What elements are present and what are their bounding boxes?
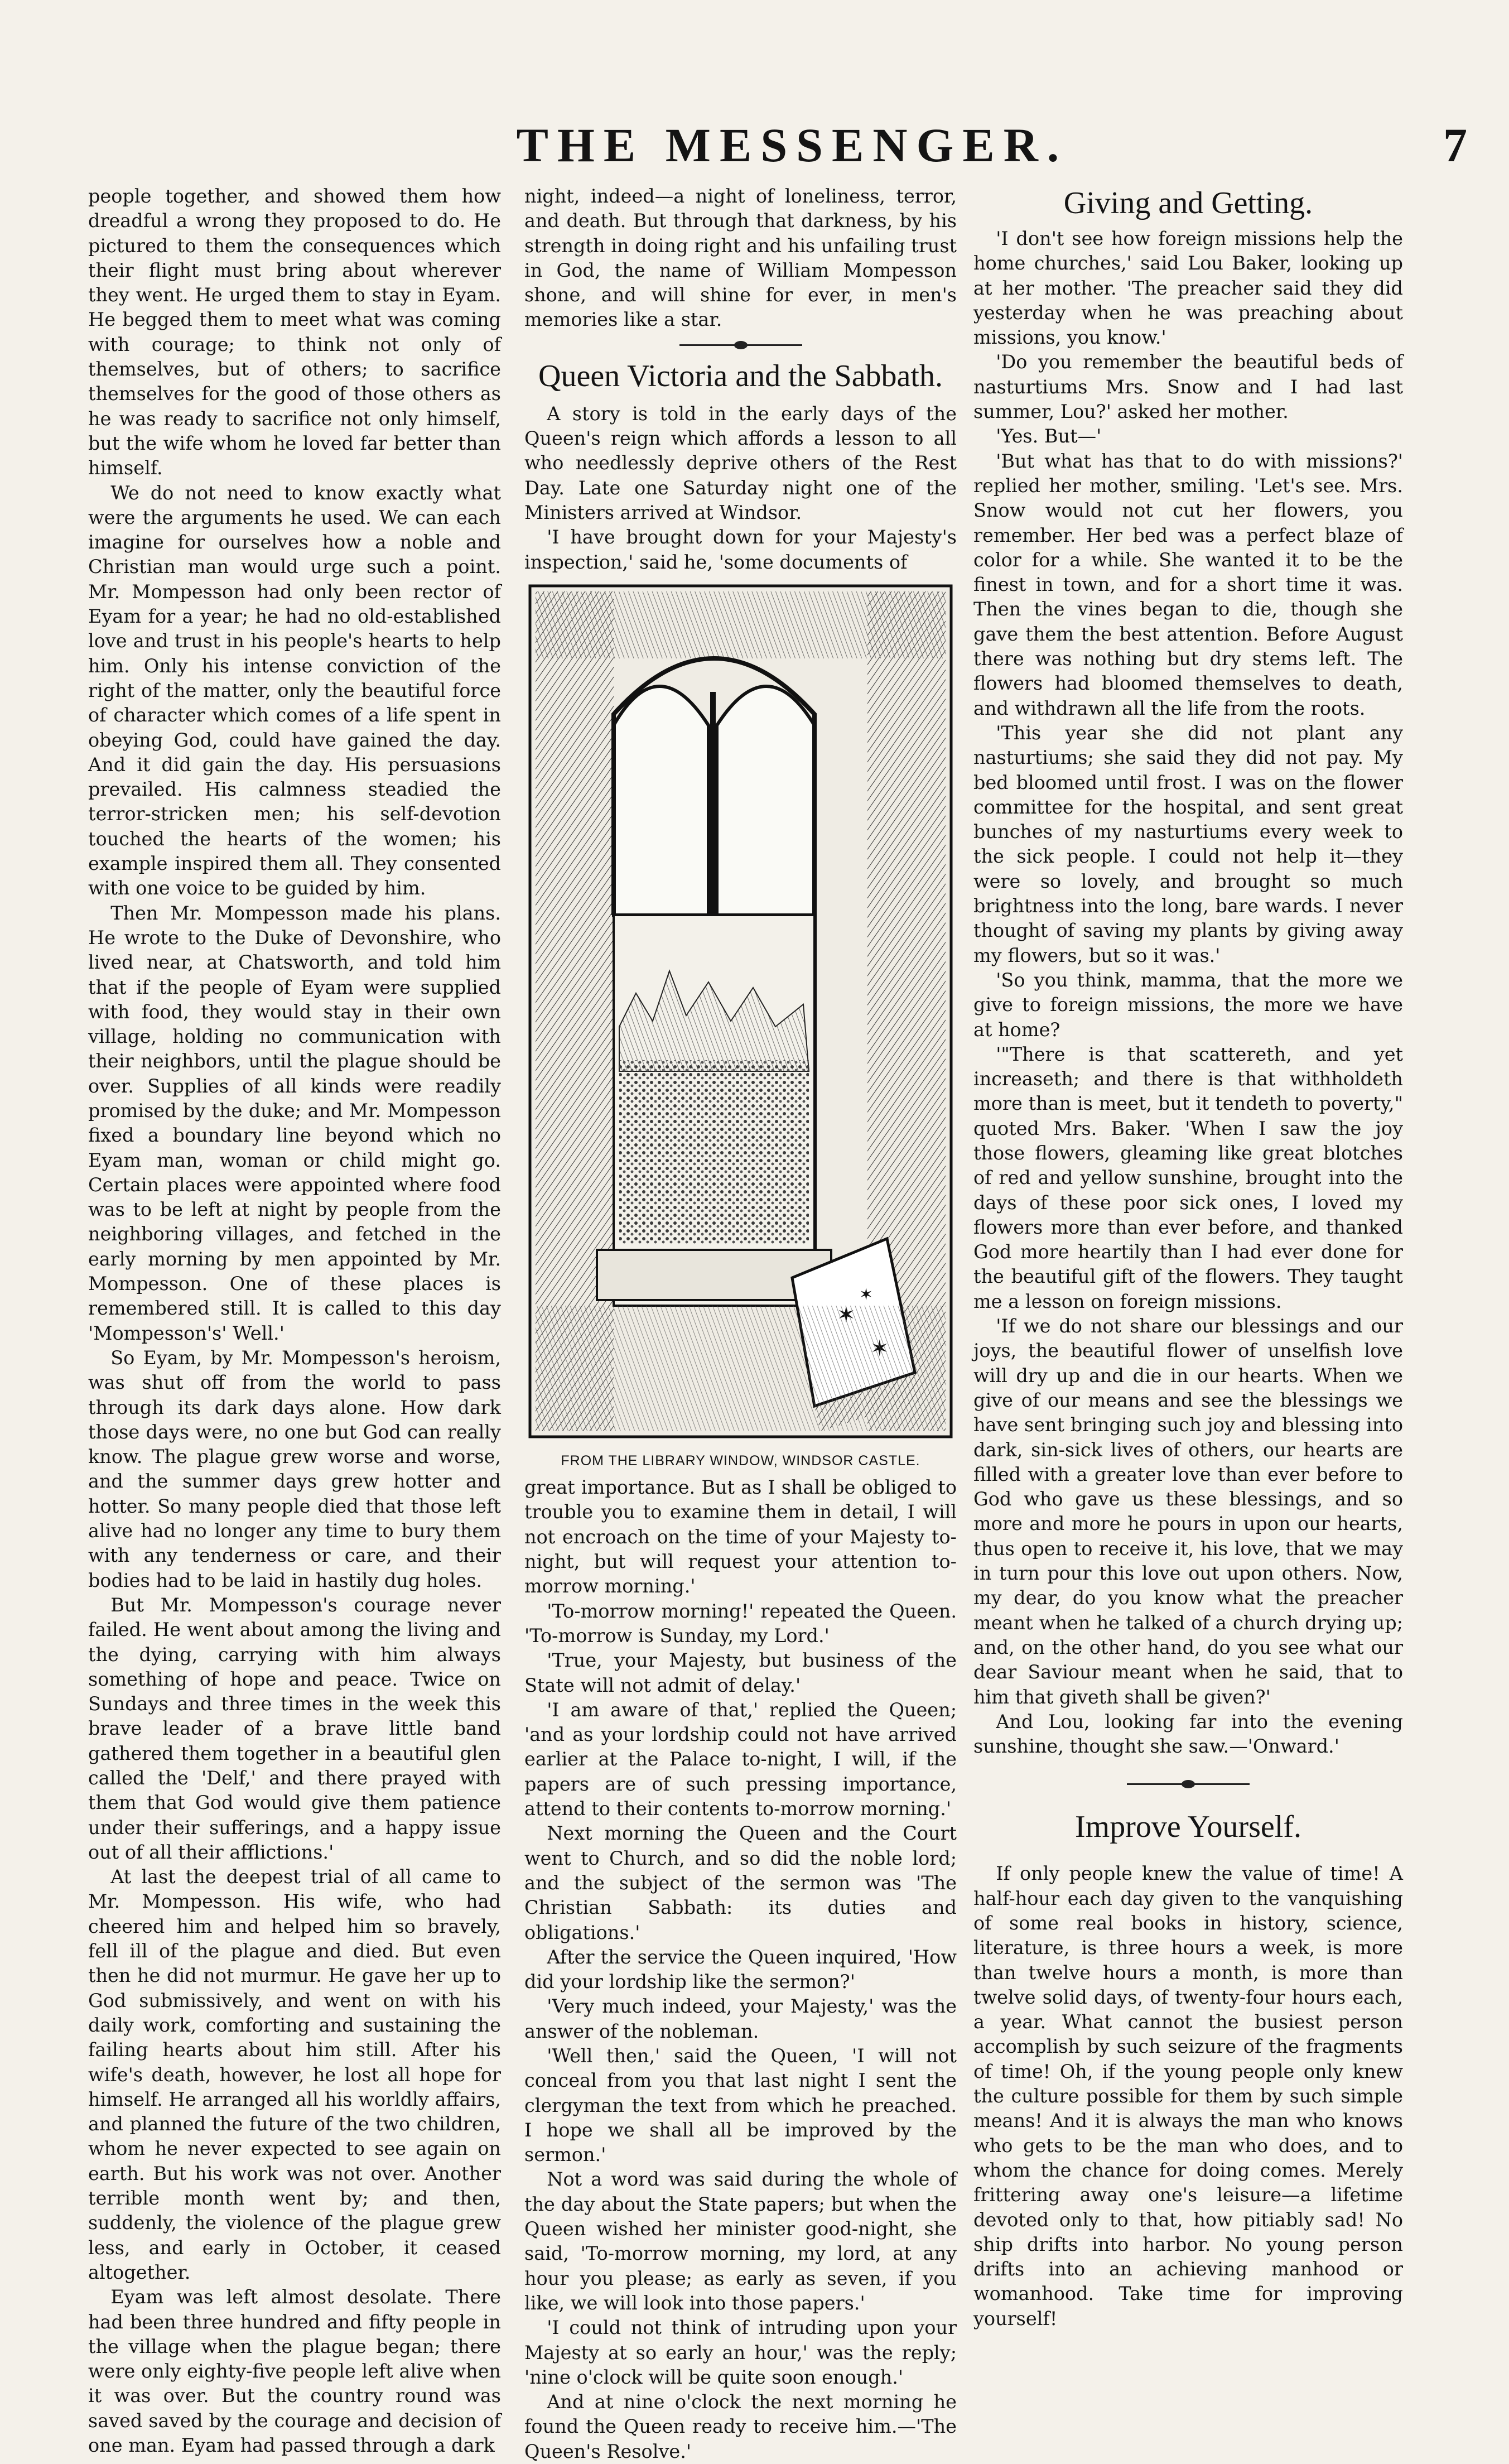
article-paragraph: But Mr. Mompesson's courage never failed. He went about among the living and the dying, carrying with him always something of hope and peace. Twice on Sundays and three times in the week this brave leader of a brave little band gathered them together in a beautiful glen called the 'Delf,' and there prayed with them that God would give them patience under their sufferings, and a happy issue out of all their afflictions.' [88,1594,501,1863]
illustration-caption: FROM THE LIBRARY WINDOW, WINDSOR CASTLE. [561,1453,920,1469]
article-paragraph: Eyam was left almost desolate. There had been three hundred and fifty people in the village when the plague began; there were only eighty-five people left alive when it was over. But the country round was saved saved by the courage and decision of one man. Eyam had passed through a dark [88,2286,501,2457]
article-paragraph: And Lou, looking far into the evening sunshine, thought she saw.—'Onward.' [973,1710,1403,1758]
article-paragraph: 'True, your Majesty, but business of the State will not admit of delay.' [524,1649,957,1696]
publication-title: THE MESSENGER. [516,118,1068,172]
article-paragraph: people together, and showed them how dreadful a wrong they proposed to do. He pictured to them the consequences which their flight must bring about wherever they went. He urged them to stay in Eyam. He begged them to meet what was coming with courage; to think not only of themselves, but of others; to sacrifice themselves for the good of those others as he was ready to sacrifice not only himself, but the wife whom he loved far better than himself. [88,185,501,479]
article-paragraph: After the service the Queen inquired, 'How did your lordship like the sermon?' [524,1946,957,1993]
article-paragraph: great importance. But as I shall be obliged to trouble you to examine them in detail, I will not encroach on the time of your Majesty to-night, but will request your attention to-morrow morning.' [524,1476,957,1597]
article-heading-queen-victoria: Queen Victoria and the Sabbath. [538,358,943,393]
article-paragraph: If only people knew the value of time! A half-hour each day given to the vanquishing of some real books in history, science, literature, is three hours a week, is more than twelve hours a month, is more than twelve solid days, of twenty-four hours each, a year. What cannot the busiest person accomplish by such seizure of the fragments of time! Oh, if the young people only knew the culture possible for them by such simple means! And it is always the man who knows who gets to be the man who does, and to whom the chance for doing comes. Merely frittering away one's leisure—a lifetime devoted only to that, how pitiably sad! No ship drifts into harbor. No young person drifts into an achieving manhood or womanhood. Take time for improving yourself! [973,1863,1403,2330]
section-divider [524,333,957,358]
article-paragraph: 'I don't see how foreign missions help the home churches,' said Lou Baker, looking up at her mother. 'The preacher said they did yesterday when he was preaching about missions, you know.' [973,228,1403,349]
article-paragraph: So Eyam, by Mr. Mompesson's heroism, was shut off from the world to pass through its dark days alone. How dark those days were, no one but God can really know. The plague grew worse and worse, and the summer days grew hotter and hotter. So many people died that those left alive had no longer any time to bury them with any tenderness or care, and their bodies had to be laid in hastily dug holes. [88,1346,501,1591]
illustration-figure [524,580,957,1470]
article-paragraph: 'This year she did not plant any nasturtiums; she said they did not pay. My bed bloomed until frost. I was on the flower committee for the hospital, and sent great bunches of my nasturtiums every week to the sick people. I could not help it—they were so lovely, and brought so much brightness into the long, bare wards. I never thought of saving my plants by giving away my flowers, but so it was.' [973,721,1403,966]
library-window-illustration [524,580,957,1442]
article-paragraph: A story is told in the early days of the Queen's reign which affords a lesson to all who needlessly deprive others of the Rest Day. Late one Saturday night one of the Ministers arrived at Windsor. [524,402,957,523]
article-paragraph: 'But what has that to do with missions?' replied her mother, smiling. 'Let's see. Mrs. Snow would not cut her flowers, you remember. Her bed was a perfect blaze of color for a while. She wanted it to be the finest in town, and for a short time it was. Then the vines began to die, though she gave them the best attention. Before August there was nothing but dry stems left. The flowers had bloomed themselves to death, and withdrawn all the life from the roots. [973,450,1403,719]
article-paragraph: 'Yes. But—' [996,425,1102,447]
article-paragraph: We do not need to know exactly what were the arguments he used. We can each imagine for ourselves how a noble and Christian man would urge such a point. Mr. Mompesson had only been rector of Eyam for a year; he had no old-established love and trust in his people's hearts to help him. Only his intense conviction of the right of the matter, only the beautiful force of character which comes of a life spent in obeying God, could have gained the day. And it did gain the day. His persuasions prevailed. His calmness steadied the terror-stricken men; his self-devotion touched the hearts of the women; his example inspired them all. They consented with one voice to be guided by him. [88,482,501,899]
article-paragraph: 'I am aware of that,' replied the Queen; 'and as your lordship could not have arrived earlier at the Palace to-night, I will, if the papers are of such pressing importance, attend to their contents to-morrow morning.' [524,1698,957,1820]
article-paragraph: Not a word was said during the whole of the day about the State papers; but when the Queen wished her minister good-night, she said, 'To-morrow morning, my lord, at any hour you please; as early as seven, if you like, we will look into those papers.' [524,2168,957,2314]
article-paragraph: 'I have brought down for your Majesty's inspection,' said he, 'some documents of [524,526,957,573]
article-paragraph: 'To-morrow morning!' repeated the Queen. 'To-morrow is Sunday, my Lord.' [524,1600,957,1647]
article-paragraph: night, indeed—a night of loneliness, terror, and death. But through that darkness, by his strength in doing right and his unfailing trust in God, the name of William Mompesson shone, and will shine for ever, in men's memories like a star. [524,185,957,331]
article-paragraph: At last the deepest trial of all came to Mr. Mompesson. His wife, who had cheered him and helped him so bravely, fell ill of the plague and died. But even then he did not murmur. He gave her up to God submissively, and went on with his daily work, comforting and sustaining the failing hearts about him still. After his wife's death, however, he lost all hope for himself. He arranged all his worldly affairs, and planned the future of the two children, whom he never expected to see again on earth. But his work was not over. Another terrible month went by; and then, suddenly, the violence of the plague grew less, and early in October, it ceased altogether. [88,1866,501,2283]
article-paragraph: And at nine o'clock the next morning he found the Queen ready to receive him.—'The Queen's Resolve.' [524,2391,957,2462]
masthead [84,117,1478,184]
article-paragraph: '"There is that scattereth, and yet increaseth; and there is that withholdeth more than is meet, but it tendeth to poverty," quoted Mrs. Baker. 'When I saw the joy those flowers, gleaming like great blotches of red and yellow sunshine, brought into the days of these poor sick ones, I loved my flowers more than ever before, and thanked God more heartily than I had ever done for the beautiful gift of the flowers. They taught me a lesson on foreign missions. [973,1043,1403,1312]
article-paragraph: 'I could not think of intruding upon your Majesty at so early an hour,' was the reply; 'nine o'clock will be quite soon enough.' [524,2317,957,2388]
column-1 [88,184,501,2457]
section-divider [973,1759,1403,1809]
article-paragraph: 'Do you remember the beautiful beds of nasturtiums Mrs. Snow and I had last summer, Lou?' asked her mother. [973,351,1403,423]
article-heading-improve-yourself: Improve Yourself. [1075,1810,1301,1845]
article-paragraph: Then Mr. Mompesson made his plans. He wrote to the Duke of Devonshire, who lived near, at Chatsworth, and told him that if the people of Eyam were supplied with food, they would stay in their own village, holding no communication with their neighbors, until the plague should be over. Supplies of all kinds were readily promised by the duke; and Mr. Mompesson fixed a boundary line beyond which no Eyam man, woman or child might go. Certain places were appointed where food was to be left at night by people from the neighboring villages, and fetched in the early morning by men appointed by Mr. Mompesson. One of these places is remembered still. It is called to this day 'Mompesson's' Well.' [88,902,501,1344]
column-2 [524,184,957,2462]
article-paragraph: 'Well then,' said the Queen, 'I will not conceal from you that last night I sent the clergyman the text from which he preached. I hope we shall all be improved by the sermon.' [524,2044,957,2166]
article-paragraph: Next morning the Queen and the Court went to Church, and so did the noble lord; and the subject of the sermon was 'The Christian Sabbath: its duties and obligations.' [524,1822,957,1943]
svg-text:✶: ✶ [859,1284,874,1305]
article-heading-giving-and-getting: Giving and Getting. [1063,186,1313,220]
article-paragraph: 'Very much indeed, your Majesty,' was the answer of the nobleman. [524,1995,957,2042]
article-paragraph: 'So you think, mamma, that the more we give to foreign missions, the more we have at home? [973,969,1403,1041]
article-paragraph: 'If we do not share our blessings and our joys, the beautiful flower of unselfish love will dry up and die in our hearts. When we give of our means and see the blessings we have sent bringing such joy and blessing into dark, sin-sick lives of others, our hearts are filled with a greater love than ever before to God who gave us these blessings, and so more and more he pours in upon our hearts, thus open to receive it, his love, that we may in turn pour this love out upon others. Now, my dear, do you know what the preacher meant when he talked of a church drying up; and, on the other hand, do you see what our dear Saviour meant when he said, that to him that giveth shall be given?' [973,1315,1403,1708]
column-3 [973,184,1403,2394]
page-number: 7 [1443,118,1467,172]
